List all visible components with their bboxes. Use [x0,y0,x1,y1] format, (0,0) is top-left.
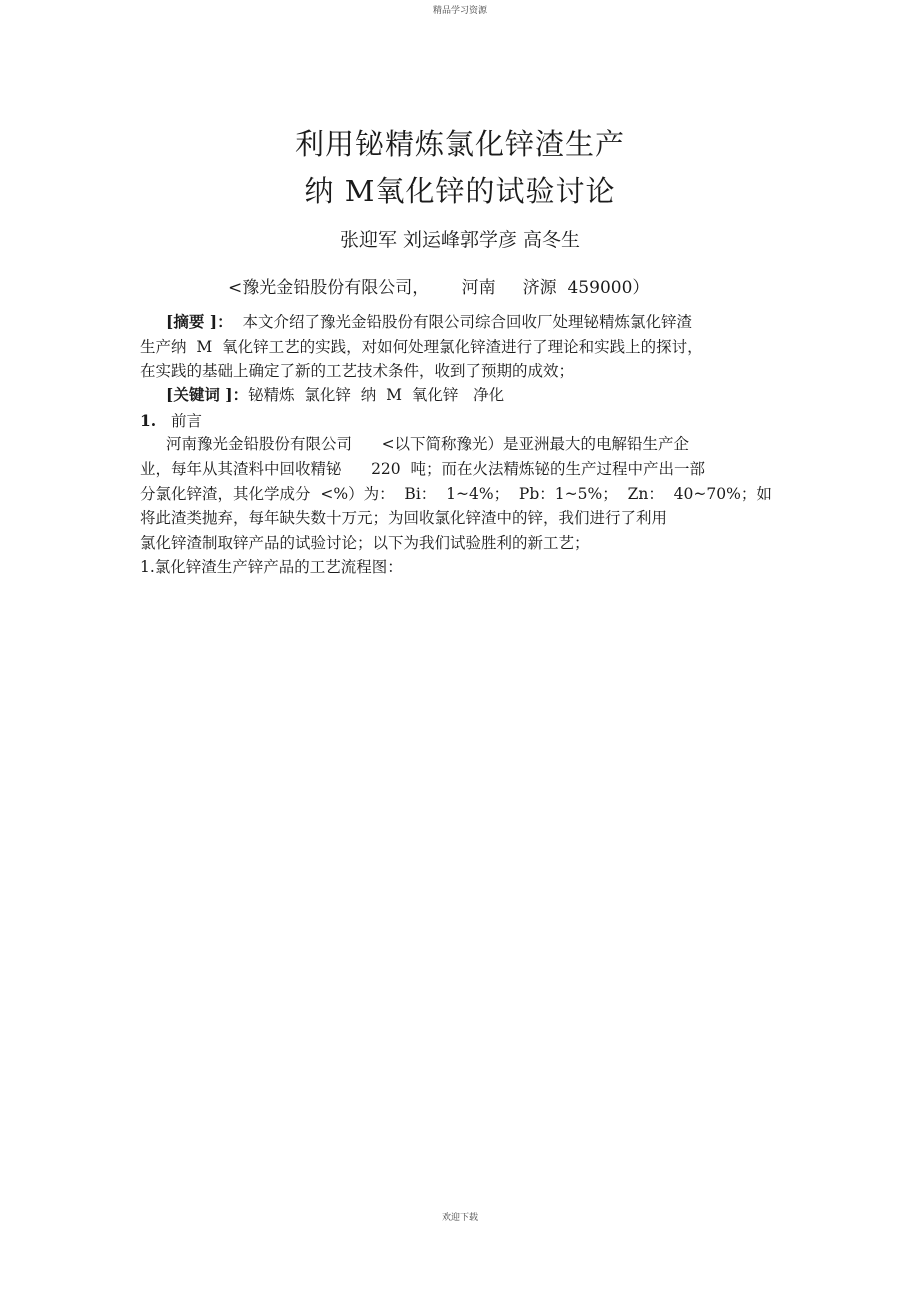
flow-chart-heading: 1.氯化锌渣生产锌产品的工艺流程图： [140,558,403,576]
abstract-label: [摘要 ]： [166,312,233,331]
title-line-2: 纳 M氧化锌的试验讨论 [304,174,616,208]
section-1-heading [140,411,202,431]
abstract-text-1: 本文介绍了豫光金铅股份有限公司综合回收厂处理铋精炼氯化锌渣 [242,313,692,331]
affiliation: <豫光金铅股份有限公司， 河南 济源 459000） [228,278,650,298]
keywords-text: 铋精炼 氯化锌 纳 M 氧化锌 净化 [248,386,505,404]
title-line-1: 利用铋精炼氯化锌渣生产 [294,127,625,161]
abstract-line-3: 在实践的基础上确定了新的工艺技术条件，收到了预期的成效； [140,362,575,380]
section-1-number: 1. [140,411,157,430]
keywords-line [166,385,504,405]
keywords-label: [关键词 ]： [166,385,249,404]
abstract-line-2: 生产纳 M 氧化锌工艺的实践，对如何处理氯化锌渣进行了理论和实践上的探讨， [140,338,703,356]
section-1-title: 前言 [170,412,202,430]
body-line-5: 氯化锌渣制取锌产品的试验讨论；以下为我们试验胜利的新工艺； [140,534,590,552]
body-line-4: 将此渣类抛弃，每年缺失数十万元；为回收氯化锌渣中的锌，我们进行了利用 [140,509,668,527]
page-footer-note: 欢迎下载 [441,1213,478,1223]
body-line-3: 分氯化锌渣，其化学成分 <%）为： Bi： 1~4%； Pb：1~5%； Zn： 40~70%；如 [140,485,772,503]
authors: 张迎军 刘运峰郭学彦 高冬生 [339,229,581,251]
abstract-line-1 [166,312,692,332]
page-header-note: 精品学习资源 [432,6,487,16]
body-line-1: 河南豫光金铅股份有限公司 <以下简称豫光）是亚洲最大的电解铅生产企 [166,435,690,453]
body-line-2: 业，每年从其渣料中回收精铋 220 吨；而在火法精炼铋的生产过程中产出一部 [140,460,706,478]
